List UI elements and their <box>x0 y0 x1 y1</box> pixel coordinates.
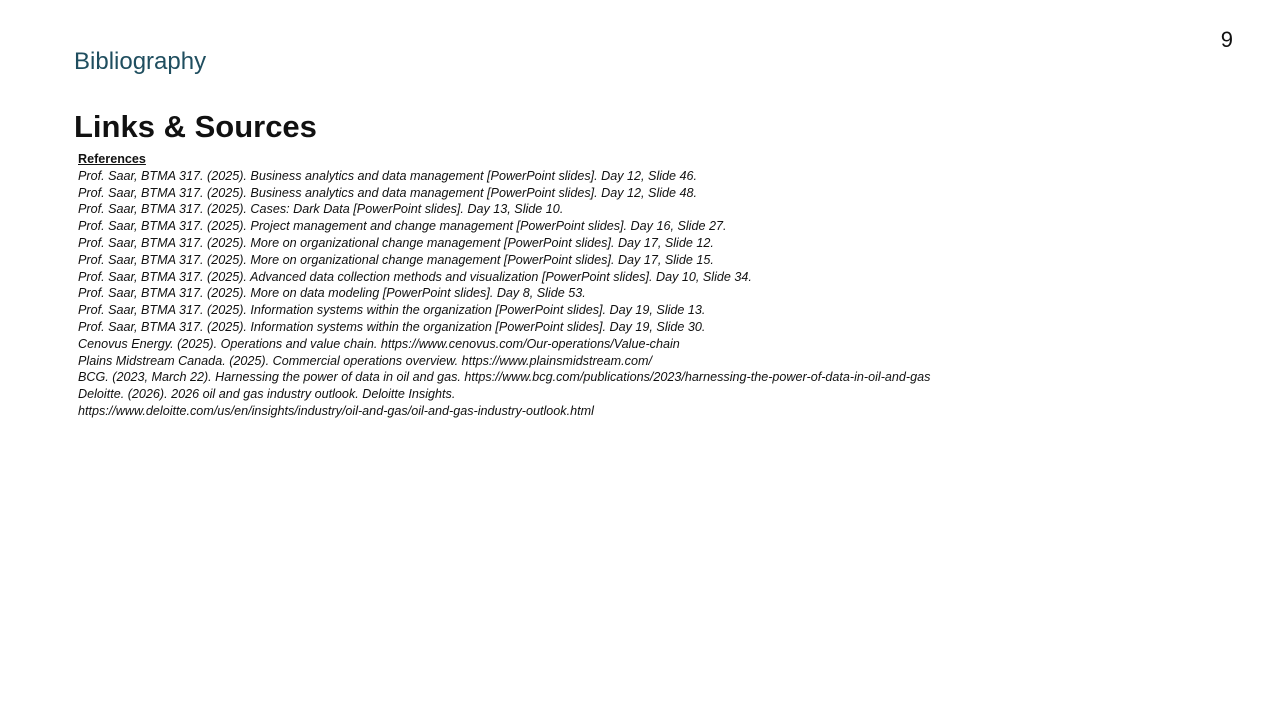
reference-item: Prof. Saar, BTMA 317. (2025). Advanced data collection methods and visualization [PowerPoint slides]. Day 10, Slide 34. <box>78 269 752 284</box>
reference-item: BCG. (2023, March 22). Harnessing the power of data in oil and gas. https://www.bcg.com/publications/2023/harnessing-the-power-of-data-in-oil-and-gas <box>78 370 931 385</box>
reference-item: Prof. Saar, BTMA 317. (2025). Cases: Dark Data [PowerPoint slides]. Day 13, Slide 10. <box>78 202 564 217</box>
reference-item: Prof. Saar, BTMA 317. (2025). Information systems within the organization [PowerPoint slides]. Day 19, Slide 13. <box>78 303 706 318</box>
references-section <box>78 151 1198 420</box>
page-number: 9 <box>1220 27 1233 52</box>
reference-list <box>78 168 1198 420</box>
references-heading: References <box>78 152 146 166</box>
reference-item: Prof. Saar, BTMA 317. (2025). More on organizational change management [PowerPoint slides]. Day 17, Slide 12. <box>78 235 714 250</box>
reference-item: Prof. Saar, BTMA 317. (2025). Project management and change management [PowerPoint slides]. Day 16, Slide 27. <box>78 219 727 234</box>
reference-item: Prof. Saar, BTMA 317. (2025). Business analytics and data management [PowerPoint slides]. Day 12, Slide 46. <box>78 168 698 183</box>
reference-item: Prof. Saar, BTMA 317. (2025). More on data modeling [PowerPoint slides]. Day 8, Slide 53. <box>78 286 586 301</box>
page-title: Links & Sources <box>74 108 317 144</box>
section-label: Bibliography <box>74 48 207 75</box>
reference-item: https://www.deloitte.com/us/en/insights/industry/oil-and-gas/oil-and-gas-industry-outlook.html <box>78 403 594 418</box>
reference-item: Deloitte. (2026). 2026 oil and gas industry outlook. Deloitte Insights. <box>78 387 456 402</box>
reference-item: Prof. Saar, BTMA 317. (2025). Information systems within the organization [PowerPoint slides]. Day 19, Slide 30. <box>78 319 706 334</box>
reference-item: Cenovus Energy. (2025). Operations and value chain. https://www.cenovus.com/Our-operations/Value-chain <box>78 336 680 351</box>
reference-item: Prof. Saar, BTMA 317. (2025). Business analytics and data management [PowerPoint slides]. Day 12, Slide 48. <box>78 185 698 200</box>
reference-item: Prof. Saar, BTMA 317. (2025). More on organizational change management [PowerPoint slides]. Day 17, Slide 15. <box>78 252 714 267</box>
reference-item: Plains Midstream Canada. (2025). Commercial operations overview. https://www.plainsmidstream.com/ <box>78 353 652 368</box>
